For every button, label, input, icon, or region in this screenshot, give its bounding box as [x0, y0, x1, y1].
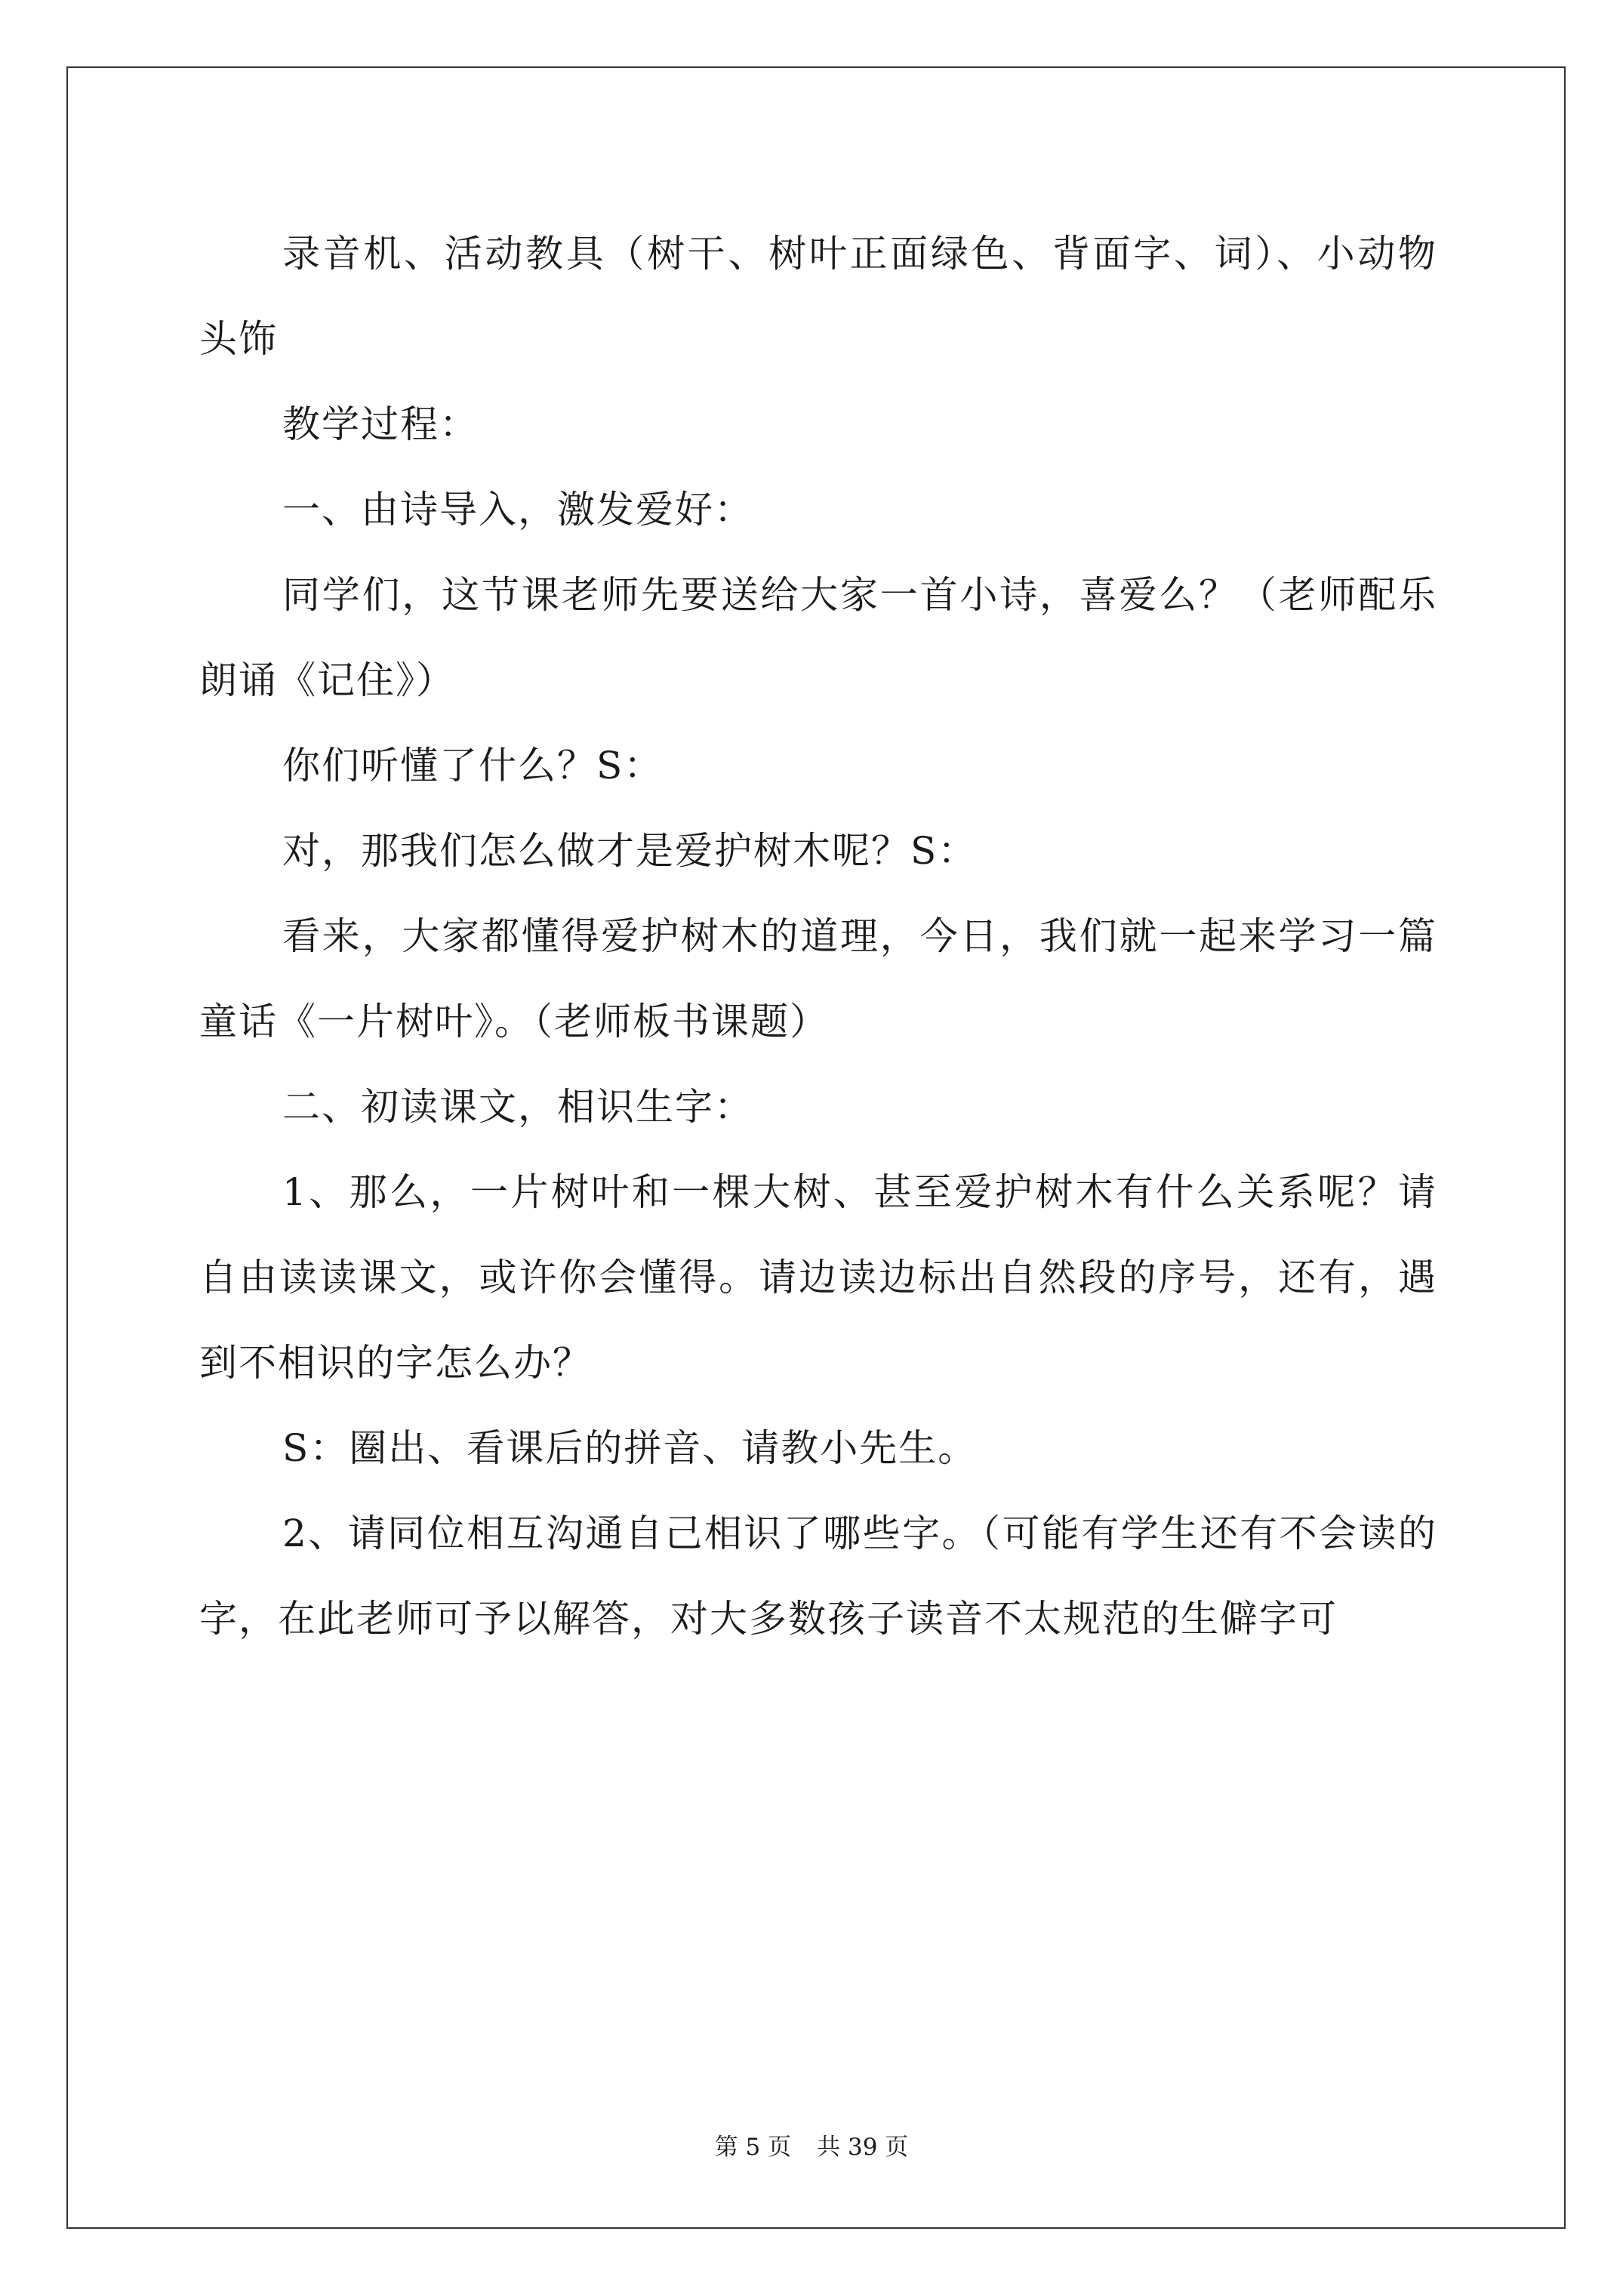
- paragraph: 二、初读课文，相识生字：: [282, 1085, 753, 1129]
- paragraph: 一、由诗导入，激发爱好：: [282, 488, 753, 532]
- page-footer: [0, 2132, 1623, 2162]
- paragraph: 看来，大家都懂得爱护树木的道理，今日，我们就一起来学习一篇童话《一片树叶》。（老师板书课题）: [199, 914, 1437, 1043]
- page-total: 共 39 页: [817, 2134, 909, 2161]
- paragraph: 1、那么，一片树叶和一棵大树、甚至爱护树木有什么关系呢？请自由读读课文，或许你会懂得。请边读边标出自然段的序号，还有，遇到不相识的字怎么办？: [199, 1170, 1437, 1385]
- paragraph: 同学们，这节课老师先要送给大家一首小诗，喜爱么？（老师配乐朗诵《记住》）: [199, 573, 1437, 702]
- paragraph: 你们听懂了什么？S：: [282, 744, 664, 787]
- page-number: 第 5 页: [714, 2134, 792, 2161]
- paragraph: 教学过程：: [282, 402, 479, 446]
- paragraph: 对，那我们怎么做才是爱护树木呢？S：: [282, 829, 978, 873]
- document-body: [199, 211, 1437, 1662]
- paragraph: 2、请同位相互沟通自己相识了哪些字。（可能有学生还有不会读的字，在此老师可予以解答，对大多数孩子读音不太规范的生僻字可: [199, 1512, 1437, 1641]
- paragraph: 录音机、活动教具（树干、树叶正面绿色、背面字、词）、小动物头饰: [199, 232, 1437, 361]
- paragraph: S：圈出、看课后的拼音、请教小先生。: [282, 1426, 978, 1470]
